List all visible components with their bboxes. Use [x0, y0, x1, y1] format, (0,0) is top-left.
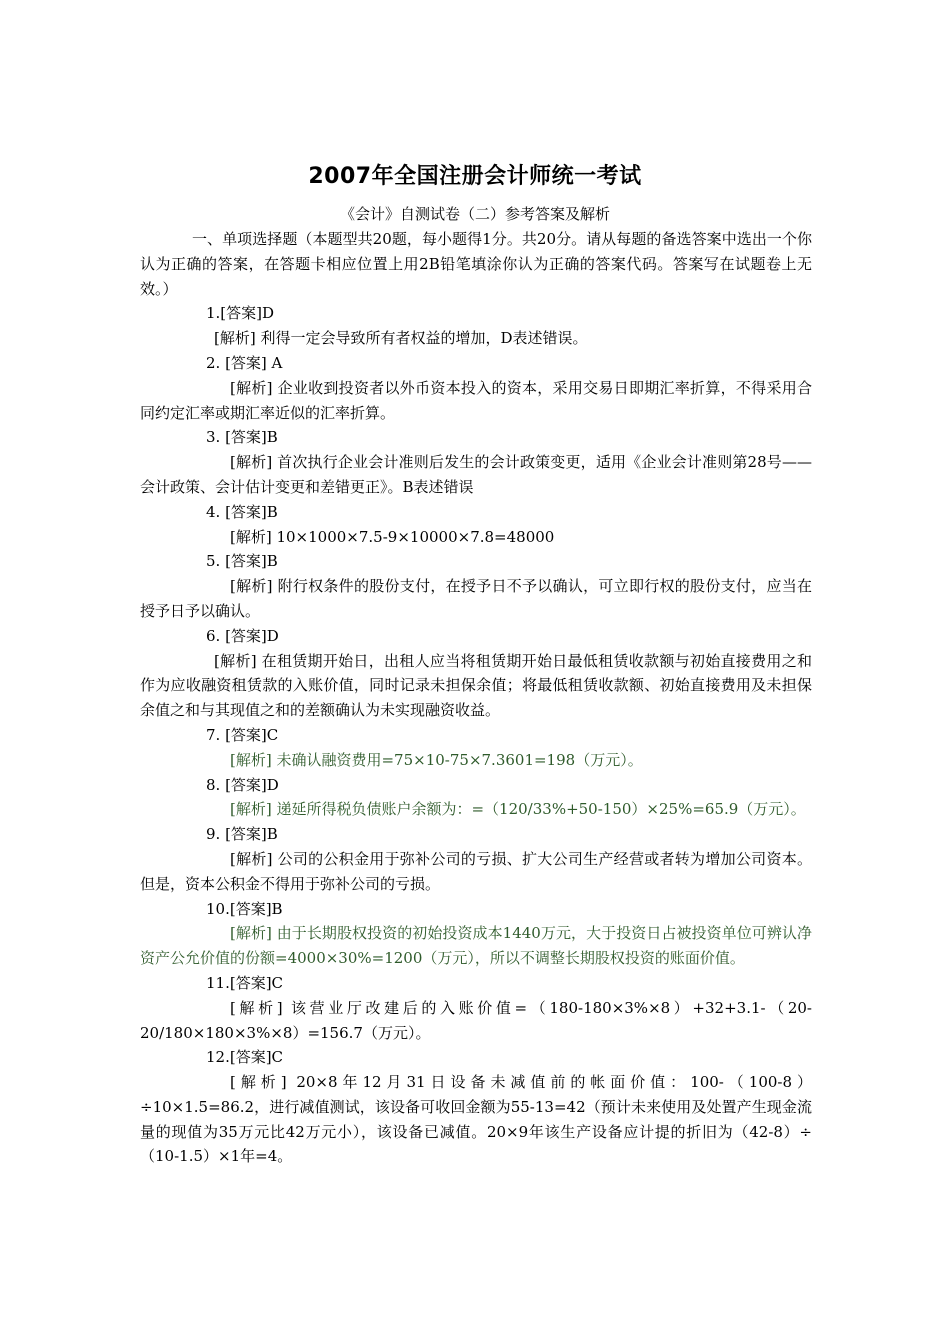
document-body — [140, 227, 812, 1169]
explanation-10: [解析] 由于长期股权投资的初始投资成本1440万元，大于投资日占被投资单位可辨认净资产公允价值的份额=4000×30%=1200（万元），所以不调整长期股权投资的账面价值。 — [140, 924, 812, 968]
answer-1: 1.[答案]D — [206, 304, 275, 323]
answer-8: 8. [答案]D — [206, 775, 279, 794]
answer-4: 4. [答案]B — [206, 502, 278, 521]
explanation-2: [解析] 企业收到投资者以外币资本投入的资本，采用交易日即期汇率折算，不得采用合同约定汇率或期汇率近似的汇率折算。 — [140, 378, 812, 422]
answer-7: 7. [答案]C — [206, 725, 279, 744]
explanation-12: [解析] 20×8年12月31日设备未减值前的帐面价值：100-（100-8）÷10×1.5=86.2，进行减值测试，该设备可收回金额为55-13=42（预计未来使用及处置产生现金流量的现值为35万元比42万元小），该设备已减值。20×9年该生产设备应计提的折旧为（42-8）÷（10-1.5）×1年=4。 — [140, 1073, 812, 1166]
answer-12: 12.[答案]C — [206, 1048, 284, 1067]
explanation-6: [解析] 在租赁期开始日，出租人应当将租赁期开始日最低租赁收款额与初始直接费用之和作为应收融资租赁款的入账价值，同时记录未担保余值；将最低租赁收款额、初始直接费用及未担保余值之和与其现值之和的差额确认为未实现融资收益。 — [140, 651, 812, 720]
explanation-1: [解析] 利得一定会导致所有者权益的增加，D表述错误。 — [214, 329, 588, 348]
answer-11: 11.[答案]C — [206, 973, 284, 992]
explanation-8: [解析] 递延所得税负债账户余额为：=（120/33%+50-150）×25%=65.9（万元）。 — [230, 800, 806, 819]
explanation-3: [解析] 首次执行企业会计准则后发生的会计政策变更，适用《企业会计准则第28号——会计政策、会计估计变更和差错更正》。B表述错误 — [140, 453, 812, 496]
answer-2: 2. [答案] A — [206, 353, 283, 372]
answer-6: 6. [答案]D — [206, 626, 279, 645]
explanation-9: [解析] 公司的公积金用于弥补公司的亏损、扩大公司生产经营或者转为增加公司资本。但是，资本公积金不得用于弥补公司的亏损。 — [140, 849, 812, 893]
answer-9: 9. [答案]B — [206, 825, 278, 844]
document-subtitle: 《会计》自测试卷（二）参考答案及解析 — [339, 205, 610, 223]
explanation-4: [解析] 10×1000×7.5-9×10000×7.8=48000 — [230, 527, 555, 546]
explanation-11: [解析] 该营业厅改建后的入账价值=（180-180×3%×8）+32+3.1-（20-20/180×180×3%×8）=156.7（万元）。 — [140, 998, 812, 1042]
explanation-7: [解析] 未确认融资费用=75×10-75×7.3601=198（万元）。 — [230, 750, 643, 769]
explanation-5: [解析] 附行权条件的股份支付，在授予日不予以确认，可立即行权的股份支付，应当在授予日予以确认。 — [140, 577, 812, 620]
answer-3: 3. [答案]B — [206, 428, 278, 447]
answer-5: 5. [答案]B — [206, 552, 278, 571]
document-title: 2007年全国注册会计师统一考试 — [308, 164, 642, 189]
section-intro: 一、单项选择题（本题型共20题，每小题得1分。共20分。请从每题的备选答案中选出一个你认为正确的答案，在答题卡相应位置上用2B铅笔填涂你认为正确的答案代码。答案写在试题卷上无效。） — [140, 230, 812, 298]
answer-10: 10.[答案]B — [206, 899, 283, 918]
